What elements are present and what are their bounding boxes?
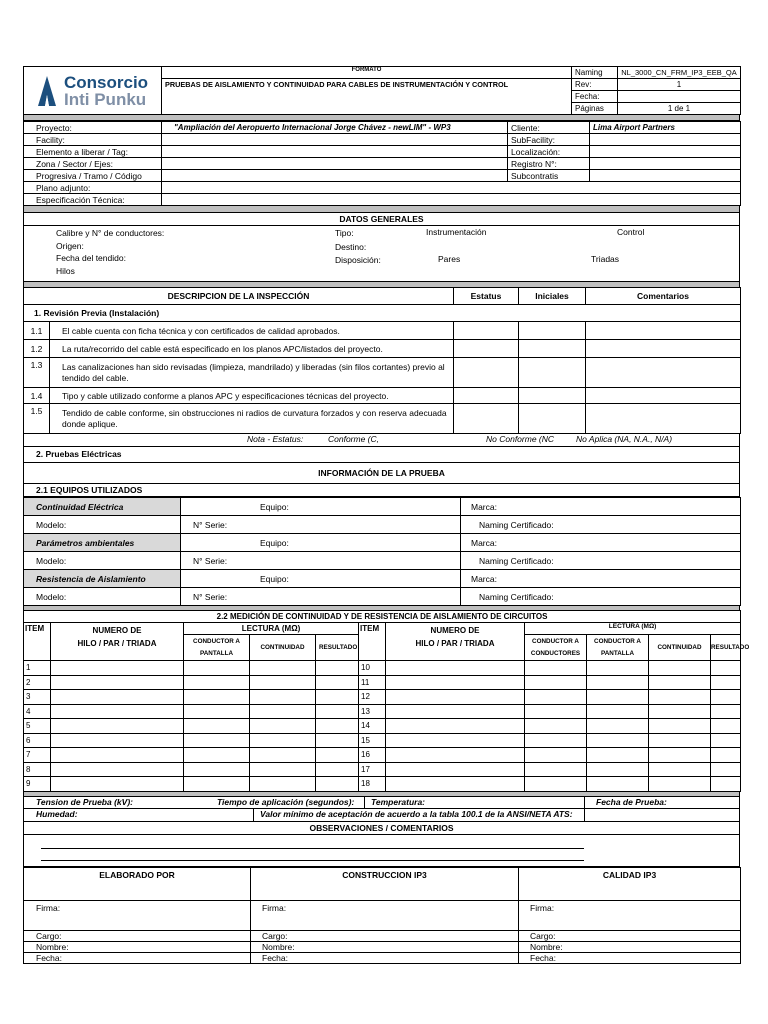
option-instrumentacion[interactable]: Instrumentación	[426, 227, 487, 237]
zona-field[interactable]	[162, 158, 508, 170]
col-cond-conductores: CONDUCTOR A CONDUCTORES	[525, 635, 587, 661]
origen-label: Origen:	[56, 240, 84, 251]
inspection-row	[24, 340, 741, 358]
disposicion-label: Disposición:	[335, 255, 381, 265]
comentarios-field[interactable]	[586, 340, 741, 358]
col-continuidad: CONTINUIDAD	[649, 635, 711, 661]
estatus-field[interactable]	[454, 340, 519, 358]
sig-construccion-title: CONSTRUCCION IP3	[251, 867, 519, 900]
item-number-right: 13	[359, 704, 386, 719]
estatus-field[interactable]	[454, 358, 519, 388]
item-number: 1.1	[24, 322, 50, 340]
naming-label[interactable]: Naming Certificado:	[461, 588, 741, 606]
progresiva-field[interactable]	[162, 170, 508, 182]
item-number-left: 4	[24, 704, 51, 719]
section-revision-previa: 1. Revisión Previa (Instalación)	[24, 305, 741, 322]
hilo-field[interactable]	[386, 690, 525, 705]
item-number-right: 11	[359, 675, 386, 690]
numero-hilo-line1: NUMERO DE	[430, 626, 480, 635]
resultado-field[interactable]	[711, 762, 741, 777]
item-text: Tipo y cable utilizado conforme a planos APC y especificaciones técnicas del proyecto.	[50, 388, 454, 404]
status-note	[23, 434, 740, 447]
meta-rev-label: Rev:	[572, 79, 618, 91]
numero-hilo-line1: NUMERO DE	[92, 626, 142, 635]
nombre-label: Nombre:	[530, 941, 563, 952]
cargo-field[interactable]	[519, 931, 740, 942]
firma-field[interactable]	[519, 901, 740, 931]
no-aplica-label: No Aplica (NA, N.A., N/A)	[576, 434, 673, 444]
item-number-right: 12	[359, 690, 386, 705]
col-cond-pantalla: CONDUCTOR A PANTALLA	[587, 635, 649, 661]
naming-label[interactable]: Naming Certificado:	[461, 516, 741, 534]
item-number-left: 1	[24, 661, 51, 676]
datos-title: DATOS GENERALES	[24, 213, 739, 226]
observaciones	[23, 822, 740, 867]
equipo-label[interactable]: Equipo:	[181, 534, 461, 552]
group-parametros: Parámetros ambientales	[24, 534, 181, 552]
cond-pantalla-field[interactable]	[184, 690, 250, 705]
cond-pantalla-field[interactable]	[587, 690, 649, 705]
iniciales-field[interactable]	[519, 404, 586, 434]
item-number-left: 7	[24, 748, 51, 763]
elemento-field[interactable]	[162, 146, 508, 158]
resultado-field[interactable]	[316, 704, 359, 719]
hilo-field[interactable]	[386, 762, 525, 777]
cargo-label: Cargo:	[262, 930, 288, 941]
table-row	[24, 661, 741, 676]
subcontratis-field[interactable]	[590, 170, 741, 182]
cond-pantalla-field[interactable]	[587, 777, 649, 792]
localizacion-field[interactable]	[590, 146, 741, 158]
nombre-field[interactable]	[251, 942, 518, 953]
cond-pantalla-field[interactable]	[587, 733, 649, 748]
inspection-row	[24, 404, 741, 434]
continuidad-field[interactable]	[250, 661, 316, 676]
logo-mark-icon	[36, 75, 58, 107]
localizacion-label: Localización:	[508, 146, 590, 158]
sig-elaborado-title: ELABORADO POR	[24, 867, 251, 900]
firma-field[interactable]	[24, 901, 250, 931]
modelo-label[interactable]: Modelo:	[24, 588, 181, 606]
observaciones-line[interactable]	[41, 860, 584, 861]
resultado-field[interactable]	[711, 675, 741, 690]
continuidad-field[interactable]	[649, 661, 711, 676]
firma-label: Firma:	[262, 902, 287, 913]
cond-conductores-field[interactable]	[525, 704, 587, 719]
comentarios-field[interactable]	[586, 358, 741, 388]
continuidad-field[interactable]	[250, 748, 316, 763]
test-params	[23, 796, 740, 822]
tension-label[interactable]: Tension de Prueba (kV):	[36, 796, 133, 807]
registro-field[interactable]	[590, 158, 741, 170]
comentarios-field[interactable]	[586, 322, 741, 340]
resultado-field[interactable]	[316, 777, 359, 792]
col-item: ITEM	[359, 623, 386, 661]
resultado-field[interactable]	[316, 748, 359, 763]
iniciales-field[interactable]	[519, 388, 586, 404]
resultado-field[interactable]	[316, 661, 359, 676]
equipos-title: 2.1 EQUIPOS UTILIZADOS	[23, 484, 740, 497]
hilo-field[interactable]	[386, 661, 525, 676]
resultado-field[interactable]	[316, 690, 359, 705]
equipos-table	[23, 497, 741, 606]
cond-conductores-field[interactable]	[525, 762, 587, 777]
sig-block-calidad	[519, 900, 741, 963]
signatures-table	[23, 867, 741, 964]
subcontratis-label: Subcontratis	[508, 170, 590, 182]
inspection-table	[23, 287, 741, 434]
fecha-prueba-label[interactable]: Fecha de Prueba:	[596, 796, 667, 807]
hilo-field[interactable]	[51, 762, 184, 777]
item-number: 1.3	[24, 358, 50, 388]
item-text: La ruta/recorrido del cable está especificado en los planos APC/listados del proyecto.	[50, 340, 454, 358]
resultado-field[interactable]	[711, 748, 741, 763]
hilo-field[interactable]	[51, 719, 184, 734]
hilo-field[interactable]	[386, 748, 525, 763]
item-number: 1.4	[24, 388, 50, 404]
cond-pantalla-field[interactable]	[184, 748, 250, 763]
cond-pantalla-field[interactable]	[184, 777, 250, 792]
col-item: ITEM	[24, 623, 51, 661]
especificacion-label: Especificación Técnica:	[24, 194, 162, 206]
continuidad-field[interactable]	[649, 762, 711, 777]
cargo-field[interactable]	[251, 931, 518, 942]
temperatura-label[interactable]: Temperatura:	[371, 796, 426, 807]
hilo-field[interactable]	[386, 675, 525, 690]
nombre-label: Nombre:	[262, 941, 295, 952]
col-lectura: LECTURA (MΩ)	[184, 623, 359, 635]
item-number-left: 6	[24, 733, 51, 748]
cargo-label: Cargo:	[530, 930, 556, 941]
hilo-field[interactable]	[386, 719, 525, 734]
sig-calidad-title: CALIDAD IP3	[519, 867, 741, 900]
item-number-right: 17	[359, 762, 386, 777]
humedad-label[interactable]: Humedad:	[36, 808, 78, 819]
serie-label[interactable]: N° Serie:	[181, 516, 461, 534]
item-text: El cable cuenta con ficha técnica y con certificados de calidad aprobados.	[50, 322, 454, 340]
tipo-label: Tipo:	[335, 228, 354, 238]
sig-block-elaborado	[24, 900, 251, 963]
hilo-field[interactable]	[51, 748, 184, 763]
zona-label: Zona / Sector / Ejes:	[24, 158, 162, 170]
nombre-field[interactable]	[519, 942, 740, 953]
especificacion-field[interactable]	[162, 194, 741, 206]
table-row	[24, 748, 741, 763]
meta-naming-label: Naming	[572, 67, 618, 79]
proyecto-label: Proyecto:	[24, 122, 162, 134]
cond-conductores-field[interactable]	[525, 748, 587, 763]
observaciones-line[interactable]	[41, 848, 584, 849]
continuidad-field[interactable]	[649, 777, 711, 792]
item-text: Las canalizaciones han sido revisadas (limpieza, mandrilado) y liberadas (sin filos cortantes) previo al tendido del cable.	[50, 358, 454, 388]
cond-pantalla-field[interactable]	[184, 719, 250, 734]
resultado-field[interactable]	[711, 661, 741, 676]
meta-naming-value: NL_3000_CN_FRM_IP3_EEB_QA	[618, 67, 741, 79]
table-row	[24, 762, 741, 777]
fecha-label: Fecha:	[36, 952, 62, 963]
serie-label[interactable]: N° Serie:	[181, 552, 461, 570]
marca-label[interactable]: Marca:	[461, 498, 741, 516]
hilo-field[interactable]	[386, 704, 525, 719]
naming-label[interactable]: Naming Certificado:	[461, 552, 741, 570]
numero-hilo-line2: HILO / PAR / TRIADA	[415, 639, 495, 648]
iniciales-field[interactable]	[519, 322, 586, 340]
cond-pantalla-field[interactable]	[587, 661, 649, 676]
cond-pantalla-field[interactable]	[587, 704, 649, 719]
nombre-field[interactable]	[24, 942, 250, 953]
resultado-field[interactable]	[316, 675, 359, 690]
cond-conductores-field[interactable]	[525, 733, 587, 748]
serie-label[interactable]: N° Serie:	[181, 588, 461, 606]
inspection-form	[23, 66, 750, 964]
hilos-label: Hilos	[56, 265, 75, 276]
group-continuidad: Continuidad Eléctrica	[24, 498, 181, 516]
hilo-field[interactable]	[51, 733, 184, 748]
estatus-field[interactable]	[454, 404, 519, 434]
marca-label[interactable]: Marca:	[461, 534, 741, 552]
continuidad-field[interactable]	[250, 733, 316, 748]
option-control[interactable]: Control	[617, 227, 645, 237]
item-number-right: 16	[359, 748, 386, 763]
cond-conductores-field[interactable]	[525, 675, 587, 690]
item-number-left: 5	[24, 719, 51, 734]
fecha-field[interactable]	[24, 953, 250, 963]
form-title: PRUEBAS DE AISLAMIENTO Y CONTINUIDAD PARA CABLES DE INSTRUMENTACIÓN Y CONTROL	[162, 79, 572, 115]
cond-pantalla-field[interactable]	[184, 762, 250, 777]
company-logo	[24, 67, 162, 115]
resultado-field[interactable]	[316, 719, 359, 734]
col-descripcion: DESCRIPCION DE LA INSPECCIÓN	[24, 288, 454, 305]
hilo-field[interactable]	[386, 733, 525, 748]
cond-pantalla-field[interactable]	[184, 733, 250, 748]
logo-line1: Consorcio	[64, 72, 149, 92]
resultado-field[interactable]	[711, 777, 741, 792]
resultado-field[interactable]	[711, 719, 741, 734]
meta-paginas-value: 1 de 1	[618, 103, 741, 115]
firma-label: Firma:	[36, 902, 61, 913]
meta-fecha-label: Fecha:	[572, 91, 618, 103]
cond-pantalla-field[interactable]	[587, 675, 649, 690]
col-cond-pantalla: CONDUCTOR A PANTALLA	[184, 635, 250, 661]
fecha-label: Fecha:	[530, 952, 556, 963]
item-number-left: 2	[24, 675, 51, 690]
modelo-label[interactable]: Modelo:	[24, 552, 181, 570]
hilo-field[interactable]	[386, 777, 525, 792]
tiempo-label[interactable]: Tiempo de aplicación (segundos):	[217, 796, 355, 807]
hilo-field[interactable]	[51, 675, 184, 690]
equipo-label[interactable]: Equipo:	[181, 498, 461, 516]
registro-label: Registro N°:	[508, 158, 590, 170]
inspection-row	[24, 388, 741, 404]
continuidad-field[interactable]	[250, 690, 316, 705]
inspection-row	[24, 322, 741, 340]
col-lectura: LECTURA (MΩ)	[525, 623, 741, 635]
item-number: 1.2	[24, 340, 50, 358]
option-pares[interactable]: Pares	[438, 254, 461, 264]
firma-label: Firma:	[530, 902, 555, 913]
meta-rev-value: 1	[618, 79, 741, 91]
marca-label[interactable]: Marca:	[461, 570, 741, 588]
col-continuidad: CONTINUIDAD	[250, 635, 316, 661]
resultado-field[interactable]	[316, 762, 359, 777]
medicion-table	[23, 610, 750, 792]
table-row	[24, 777, 741, 792]
hilo-field[interactable]	[51, 661, 184, 676]
iniciales-field[interactable]	[519, 358, 586, 388]
modelo-label[interactable]: Modelo:	[24, 516, 181, 534]
datos-generales	[23, 212, 740, 282]
nombre-label: Nombre:	[36, 941, 69, 952]
elemento-label: Elemento a liberar / Tag:	[24, 146, 162, 158]
item-number-right: 15	[359, 733, 386, 748]
cond-conductores-field[interactable]	[525, 690, 587, 705]
progresiva-label: Progresiva / Tramo / Código	[24, 170, 162, 182]
plano-label: Plano adjunto:	[24, 182, 162, 194]
cliente-value: Lima Airport Partners	[590, 122, 741, 134]
facility-field[interactable]	[162, 134, 508, 146]
measurement-rows	[24, 661, 741, 792]
form-header	[23, 66, 741, 115]
cond-conductores-field[interactable]	[525, 777, 587, 792]
resultado-field[interactable]	[711, 690, 741, 705]
section-pruebas-electricas: 2. Pruebas Eléctricas	[23, 447, 740, 463]
col-iniciales: Iniciales	[519, 288, 586, 305]
continuidad-field[interactable]	[649, 675, 711, 690]
facility-label: Facility:	[24, 134, 162, 146]
table-row	[24, 719, 741, 734]
item-number: 1.5	[24, 404, 50, 434]
cliente-label: Cliente:	[508, 122, 590, 134]
resultado-field[interactable]	[711, 704, 741, 719]
observaciones-title: OBSERVACIONES / COMENTARIOS	[24, 822, 739, 835]
col-estatus: Estatus	[454, 288, 519, 305]
format-label: FORMATO	[162, 67, 572, 79]
resultado-field[interactable]	[316, 733, 359, 748]
item-number-right: 18	[359, 777, 386, 792]
col-numero-hilo	[386, 623, 525, 661]
calibre-label: Calibre y N° de conductores:	[56, 228, 165, 238]
continuidad-field[interactable]	[649, 748, 711, 763]
project-info	[23, 121, 741, 206]
proyecto-value: "Ampliación del Aeropuerto Internacional Jorge Chávez - newLIM" - WP3	[162, 122, 508, 134]
continuidad-field[interactable]	[649, 690, 711, 705]
item-number-left: 8	[24, 762, 51, 777]
comentarios-field[interactable]	[586, 388, 741, 404]
subfacility-label: SubFacility:	[508, 134, 590, 146]
fecha-tendido-label: Fecha del tendido:	[56, 253, 126, 263]
cond-pantalla-field[interactable]	[184, 704, 250, 719]
col-resultado: RESULTADO	[316, 635, 359, 661]
cond-conductores-field[interactable]	[525, 661, 587, 676]
plano-field[interactable]	[162, 182, 741, 194]
medicion-title: 2.2 MEDICIÓN DE CONTINUIDAD Y DE RESISTENCIA DE AISLAMIENTO DE CIRCUITOS	[24, 611, 741, 623]
hilo-field[interactable]	[51, 704, 184, 719]
table-row	[24, 704, 741, 719]
continuidad-field[interactable]	[250, 762, 316, 777]
continuidad-field[interactable]	[649, 733, 711, 748]
estatus-field[interactable]	[454, 388, 519, 404]
inspection-row	[24, 358, 741, 388]
nota-label: Nota - Estatus:	[247, 434, 304, 444]
continuidad-field[interactable]	[649, 719, 711, 734]
cargo-field[interactable]	[24, 931, 250, 942]
hilo-field[interactable]	[51, 777, 184, 792]
col-resultado: RESULTADO	[711, 635, 741, 661]
sig-block-construccion	[251, 900, 519, 963]
firma-field[interactable]	[251, 901, 518, 931]
option-triadas[interactable]: Triadas	[591, 254, 620, 264]
continuidad-field[interactable]	[250, 675, 316, 690]
estatus-field[interactable]	[454, 322, 519, 340]
meta-paginas-label: Páginas	[572, 103, 618, 115]
destino-label: Destino:	[335, 241, 367, 252]
item-text: Tendido de cable conforme, sin obstrucciones ni radios de curvatura forzados y con reserva adecuada donde aplique.	[50, 404, 454, 434]
informacion-prueba-title: INFORMACIÓN DE LA PRUEBA	[23, 463, 740, 484]
comentarios-field[interactable]	[586, 404, 741, 434]
group-resistencia: Resistencia de Aislamiento	[24, 570, 181, 588]
valor-minimo-label[interactable]: Valor mínimo de aceptación de acuerdo a la tabla 100.1 de la ANSI/NETA ATS:	[260, 808, 573, 819]
item-number-left: 9	[24, 777, 51, 792]
fecha-field[interactable]	[251, 953, 518, 963]
cond-pantalla-field[interactable]	[184, 675, 250, 690]
resultado-field[interactable]	[711, 733, 741, 748]
table-row	[24, 733, 741, 748]
item-number-left: 3	[24, 690, 51, 705]
no-conforme-label: No Conforme (NC	[486, 434, 555, 444]
hilo-field[interactable]	[51, 690, 184, 705]
cond-pantalla-field[interactable]	[587, 748, 649, 763]
continuidad-field[interactable]	[649, 704, 711, 719]
conforme-label: Conforme (C,	[328, 434, 380, 444]
table-row	[24, 675, 741, 690]
item-number-right: 10	[359, 661, 386, 676]
cond-pantalla-field[interactable]	[587, 719, 649, 734]
equipo-label[interactable]: Equipo:	[181, 570, 461, 588]
table-row	[24, 690, 741, 705]
meta-fecha-value[interactable]	[618, 91, 741, 103]
continuidad-field[interactable]	[250, 777, 316, 792]
continuidad-field[interactable]	[250, 704, 316, 719]
numero-hilo-line2: HILO / PAR / TRIADA	[77, 639, 157, 648]
col-numero-hilo	[51, 623, 184, 661]
cargo-label: Cargo:	[36, 930, 62, 941]
logo-line2: Inti Punku	[64, 89, 147, 109]
fecha-field[interactable]	[519, 953, 740, 963]
iniciales-field[interactable]	[519, 340, 586, 358]
cond-pantalla-field[interactable]	[184, 661, 250, 676]
item-number-right: 14	[359, 719, 386, 734]
cond-conductores-field[interactable]	[525, 719, 587, 734]
subfacility-field[interactable]	[590, 134, 741, 146]
cond-pantalla-field[interactable]	[587, 762, 649, 777]
col-comentarios: Comentarios	[586, 288, 741, 305]
continuidad-field[interactable]	[250, 719, 316, 734]
fecha-label: Fecha:	[262, 952, 288, 963]
